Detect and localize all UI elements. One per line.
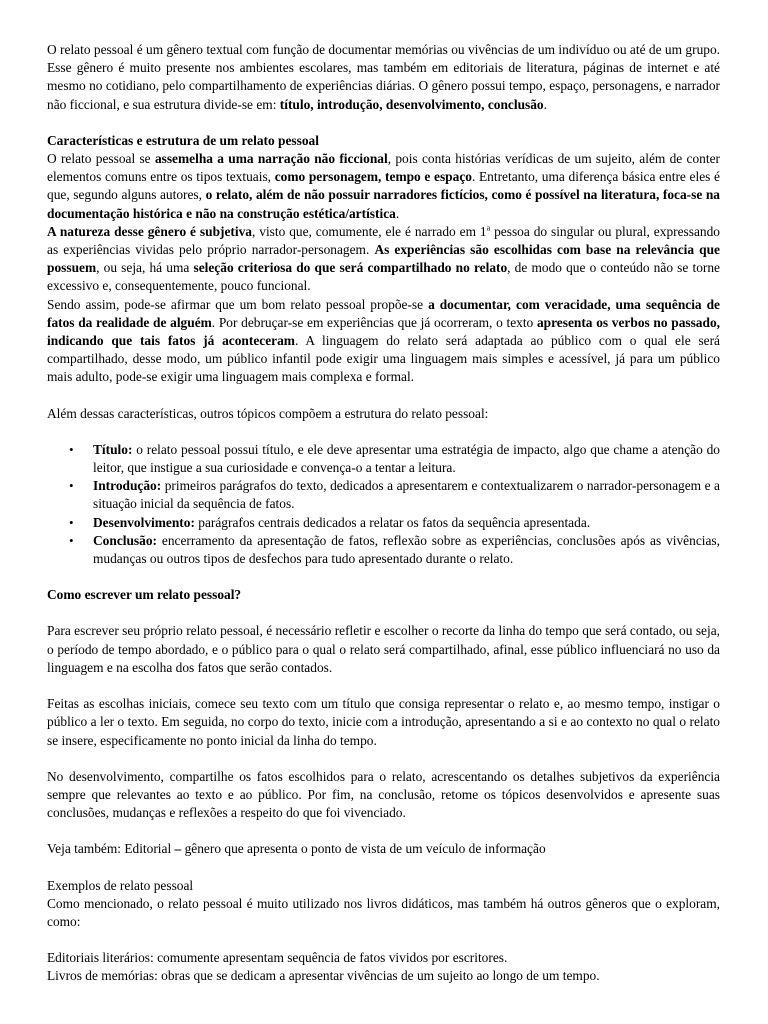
section-heading-examples: Exemplos de relato pessoal [47, 877, 194, 893]
characteristics-paragraph-4: Além dessas características, outros tópicos compõem a estrutura do relato pessoal: [47, 405, 489, 421]
characteristics-paragraph-1: O relato pessoal se assemelha a uma narração não ficcional, pois conta histórias verídicas de um sujeito, além de conter elementos comuns entre os tipos textuais, como personagem, tempo e espaço. Entretanto, uma diferença básica entre eles é que, segundo alguns autores, o relato, além de não possuir narradores fictícios, como é possível na literatura, foca-se na documentação histórica e não na construção estética/artística. [47, 151, 721, 221]
bullet-icon: • [69, 514, 74, 530]
how-to-paragraph-3: No desenvolvimento, compartilhe os fatos escolhidos para o relato, acrescentando os detalhes subjetivos da experiência sempre que relevantes ao texto e ao público. Por fim, na conclusão, retome os tópicos desenvolvidos e apresente suas conclusões, mudanças e reflexões a respeito do que foi vivenciado. [47, 768, 720, 821]
bullet-icon: • [69, 441, 74, 457]
list-item-desenvolvimento: • Desenvolvimento: parágrafos centrais dedicados a relatar os fatos da sequência apresentada. [47, 514, 720, 532]
example-item-memoirs: Livros de memórias: obras que se dedicam a apresentar vivências de um sujeito ao longo de um tempo. [47, 968, 600, 984]
intro-paragraph: O relato pessoal é um gênero textual com função de documentar memórias ou vivências de um indivíduo ou até de um grupo. Esse gênero é muito presente nos ambientes escolares, mas também em editoriais de literatura, páginas de internet e até mesmo no cotidiano, pelo compartilhamento de experiências diárias. O gênero possui tempo, espaço, personagens, e narrador não ficcional, e sua estrutura divide-se em: título, introdução, desenvolvimento, conclusão. [47, 42, 720, 112]
examples-paragraph: Como mencionado, o relato pessoal é muito utilizado nos livros didáticos, mas também há outros gêneros que o exploram, como: [47, 895, 720, 929]
section-heading-characteristics: Características e estrutura de um relato pessoal [47, 132, 319, 148]
bullet-icon: • [69, 478, 74, 494]
characteristics-paragraph-2: A natureza desse gênero é subjetiva, visto que, comumente, ele é narrado em 1$^a$ pessoa do singular ou plural, expressando as experiências vividas pelo próprio narrador-personagem. As experiências são escolhidas com base na relevância que possuem, ou seja, há uma seleção criteriosa do que será compartilhado no relato, de modo que o conteúdo não se torne excessivo e, consequentemente, pouco funcional. [47, 223, 721, 294]
see-also-line: Veja também: Editorial – gênero que apresenta o ponto de vista de um veículo de informação [47, 841, 546, 857]
how-to-paragraph-2: Feitas as escolhas iniciais, comece seu texto com um título que consiga representar o relato e, ao mesmo tempo, instigar o público a ler o texto. Em seguida, no corpo do texto, inicie com a introdução, apresentando a si e ao contexto no qual o relato se insere, especificamente no ponto inicial da linha do tempo. [47, 696, 720, 748]
list-item-introducao: • Introdução: primeiros parágrafos do texto, dedicados a apresentarem e contextualizarem o narrador-personagem e a situação inicial da sequência de fatos. [69, 478, 720, 512]
example-item-editorials: Editoriais literários: comumente apresentam sequência de fatos vividos por escritores. [47, 950, 508, 966]
how-to-paragraph-1: Para escrever seu próprio relato pessoal, é necessário refletir e escolher o recorte da linha do tempo que será contado, ou seja, o período de tempo abordado, e o público para o qual o relato será compartilhado, afinal, esse público influenciará no uso da linguagem e na escolha dos fatos que serão contados. [47, 623, 720, 675]
bullet-icon: • [69, 532, 74, 548]
section-heading-how-to-write: Como escrever um relato pessoal? [47, 587, 242, 603]
intro-structure-bold: título, introdução, desenvolvimento, conclusão [279, 96, 544, 112]
structure-topics-list [47, 441, 720, 568]
list-item-conclusao: • Conclusão: encerramento da apresentação de fatos, reflexão sobre as experiências, conclusões após as vivências, mudanças ou outros tipos de desfechos para tudo apresentado durante o relato. [69, 532, 720, 567]
list-item-titulo: • Título: o relato pessoal possui título, e ele deve apresentar uma estratégia de impacto, algo que chame a atenção do leitor, que instigue a sua curiosidade e convença-o a tentar a leitura. [69, 441, 720, 476]
characteristics-paragraph-3: Sendo assim, pode-se afirmar que um bom relato pessoal propõe-se a documentar, com veracidade, uma sequência de fatos da realidade de alguém. Por debruçar-se em experiências que já ocorreram, o texto apresenta os verbos no passado, indicando que tais fatos já aconteceram. A linguagem do relato será adaptada ao público com o qual ele será compartilhado, desse modo, um público infantil pode exigir uma linguagem mais simples e acessível, já para um público mais adulto, pode-se exigir uma linguagem mais complexa e formal. [47, 296, 720, 385]
